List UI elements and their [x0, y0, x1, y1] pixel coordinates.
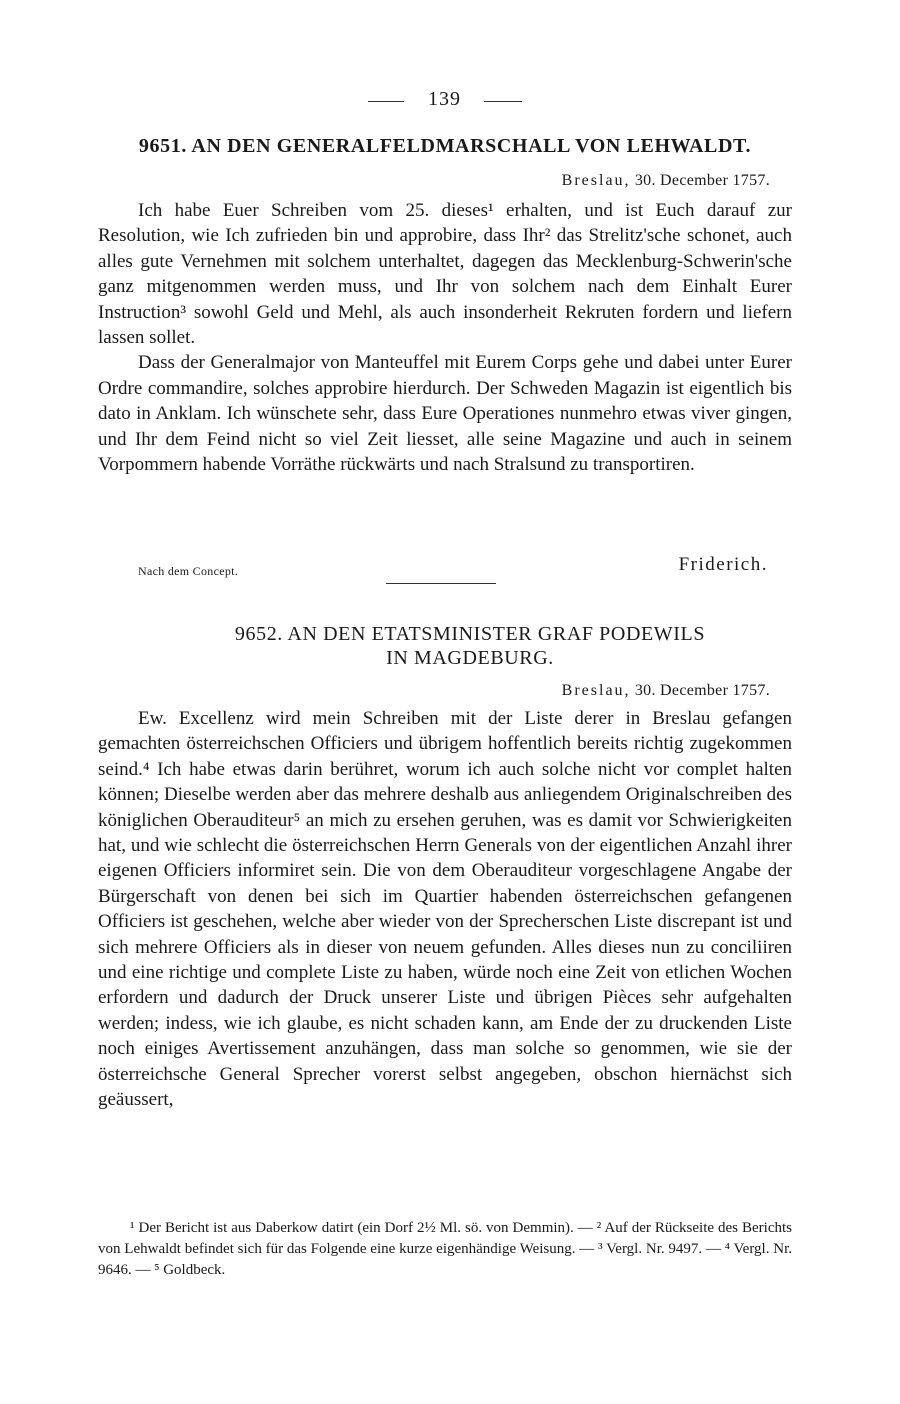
letter-1-closing	[98, 554, 792, 584]
letter-2-date-place: Breslau,	[561, 682, 631, 699]
letter-2-heading-line-1: 9652. AN DEN ETATSMINISTER GRAF PODEWILS	[234, 623, 706, 645]
page-number: 139	[428, 88, 461, 110]
header-rule-right	[484, 101, 522, 102]
letter-separator	[386, 583, 496, 584]
letter-1-paragraph-1: Ich habe Euer Schreiben vom 25. dieses¹ erhalten, und ist Euch darauf zur Resolution, wie Ich zufrieden bin und approbire, dass Ihr² das Strelitz'sche schonet, auch alles gute Vernehmen mit solchem unterhaltet, dagegen das Mecklenburg-Schwerin'sche ganz mitgenommen werden muss, und Ihr von solchem nach dem Einhalt Eurer Instruction³ sowohl Geld und Mehl, als auch insonderheit Rekruten fordern und liefern lassen sollet.	[98, 200, 792, 349]
letter-1-source-note: Nach dem Concept.	[138, 564, 239, 578]
letter-2-body	[98, 706, 792, 1113]
letter-2-heading	[150, 622, 790, 670]
letter-2-heading-line-2: IN MAGDEBURG.	[386, 647, 554, 669]
letter-1-date-day: 30. December 1757.	[634, 172, 770, 189]
letter-1-heading: 9651. AN DEN GENERALFELDMARSCHALL VON LEHWALDT.	[138, 135, 752, 157]
letter-2-date	[562, 682, 770, 700]
letter-1-body	[98, 198, 792, 477]
footnotes-text: ¹ Der Bericht ist aus Daberkow datirt (ein Dorf 2½ Ml. sö. von Demmin). — ² Auf der Rückseite des Berichts von Lehwaldt befindet sich für das Folgende eine kurze eigenhändige Weisung. — ³ Vergl. Nr. 9497. — ⁴ Vergl. Nr. 9646. — ⁵ Goldbeck.	[98, 1220, 792, 1278]
letter-1-date	[562, 172, 770, 190]
letter-1-signature: Friderich.	[678, 554, 768, 575]
header-rule-left	[368, 101, 404, 102]
letter-2-date-day: 30. December 1757.	[634, 682, 770, 699]
page-header	[0, 88, 900, 118]
letter-2-paragraph-1: Ew. Excellenz wird mein Schreiben mit der Liste derer in Breslau gefangen gemachten österreichschen Officiers und übrigem hoffentlich bereits richtig zugekommen seind.⁴ Ich habe etwas darin berühret, worum ich auch solche nicht vor complet halten können; Dieselbe werden aber das mehrere deshalb aus anliegendem Originalschreiben des königlichen Oberauditeur⁵ an mich zu ersehen geruhen, was es damit vor Schwierigkeiten hat, und wie schlecht die österreichschen Herrn Generals von der eigentlichen Anzahl ihrer eigenen Officiers informiret sein. Die von dem Oberauditeur vorgeschlagene Angabe der Bürgerschaft von denen bei sich im Quartier habenden österreichschen gefangenen Officiers ist geschehen, welche aber wieder von der Sprecherschen Liste discrepant ist und sich mehrere Officiers als in dieser von neuem gefunden. Alles dieses nun zu conciliiren und eine richtige und complete Liste zu haben, würde noch eine Zeit von etlichen Wochen erfordern und dadurch der Druck unserer Liste und übrigen Pièces sehr aufgehalten werden; indess, wie ich glaube, es nicht schaden kann, am Ende der zu druckenden Liste noch einiges Avertissement anzuhängen, dass man solche so genommen, wie sie der österreichsche General Sprecher vorerst selbst angegeben, obschon hiernächst sich geäussert,	[98, 708, 792, 1111]
letter-1-date-place: Breslau,	[561, 172, 631, 189]
footnotes	[98, 1218, 792, 1281]
letter-1-paragraph-2: Dass der Generalmajor von Manteuffel mit Eurem Corps gehe und dabei unter Eurer Ordre commandire, solches approbire hierdurch. Der Schweden Magazin ist eigentlich bis dato in Anklam. Ich wünschete sehr, dass Eure Operationes nunmehro etwas viver gingen, und Ihr dem Feind nicht so viel Zeit liesset, alle seine Magazine und auch in seinem Vorpommern habende Vorräthe rückwärts und nach Stralsund zu transportiren.	[98, 352, 792, 476]
